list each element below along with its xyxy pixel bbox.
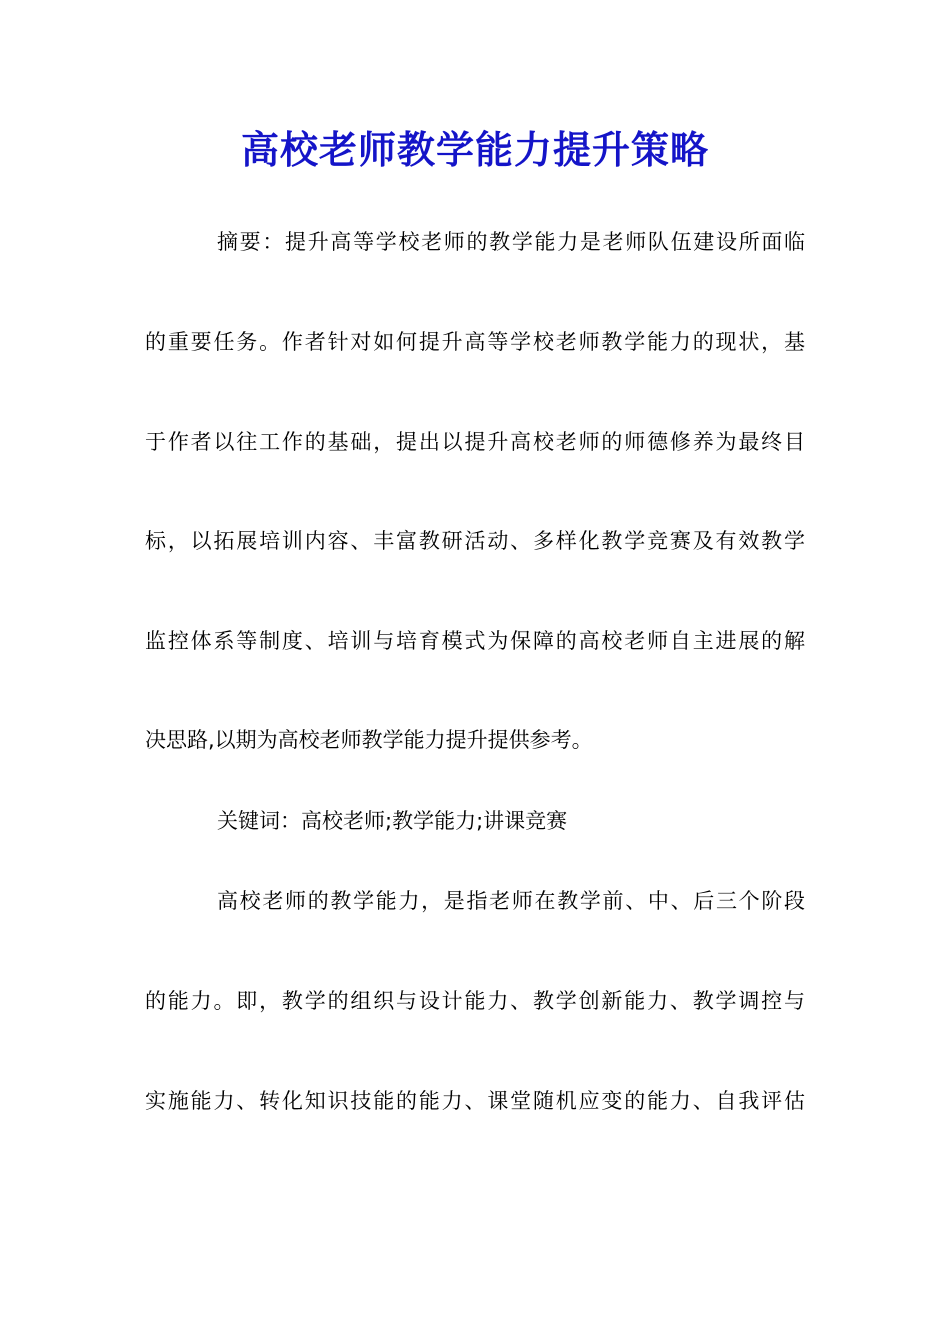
abstract-line: 的重要任务。作者针对如何提升高等学校老师教学能力的现状，基 — [145, 330, 805, 354]
abstract-line: 决思路,以期为高校老师教学能力提升提供参考。 — [145, 728, 593, 752]
body-line: 高校老师的教学能力，是指老师在教学前、中、后三个阶段 — [217, 889, 805, 913]
abstract-line: 于作者以往工作的基础，提出以提升高校老师的师德修养为最终目 — [145, 430, 805, 454]
keywords-line: 关键词：高校老师;教学能力;讲课竞赛 — [217, 809, 568, 833]
body-line: 的能力。即，教学的组织与设计能力、教学创新能力、教学调控与 — [145, 989, 805, 1013]
abstract-line: 标，以拓展培训内容、丰富教研活动、多样化教学竞赛及有效教学 — [145, 529, 805, 553]
abstract-line: 监控体系等制度、培训与培育模式为保障的高校老师自主进展的解 — [145, 629, 805, 653]
abstract-line: 摘要：提升高等学校老师的教学能力是老师队伍建设所面临 — [217, 230, 805, 254]
body-line: 实施能力、转化知识技能的能力、课堂随机应变的能力、自我评估 — [145, 1089, 805, 1113]
document-title: 高校老师教学能力提升策略 — [240, 127, 709, 172]
